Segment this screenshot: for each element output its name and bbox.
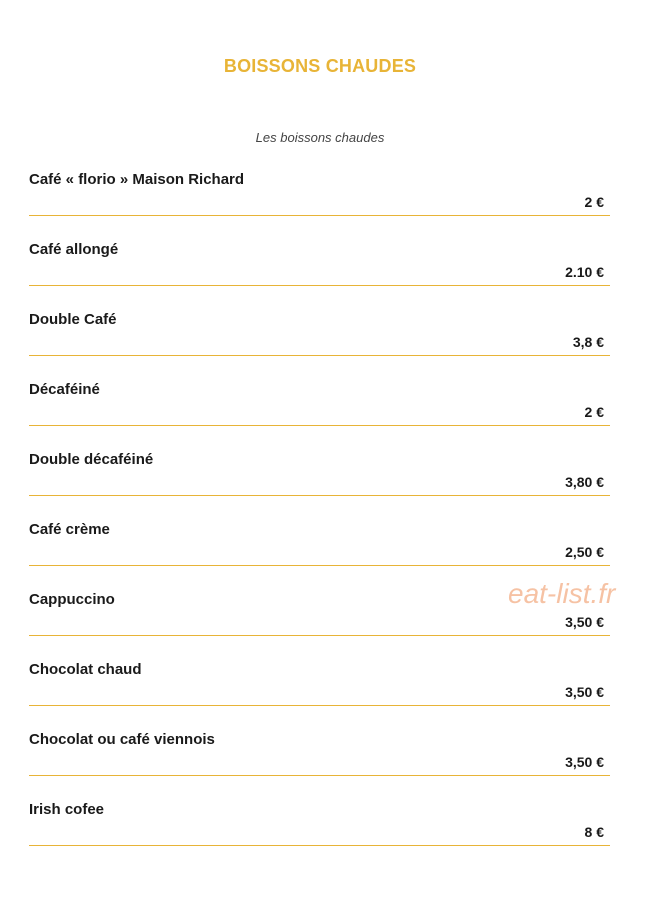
item-price: 2 €	[584, 194, 604, 210]
item-price: 2 €	[584, 404, 604, 420]
menu-item	[29, 168, 610, 238]
item-divider	[29, 565, 610, 566]
menu-item	[29, 308, 610, 378]
item-name: Cappuccino	[29, 591, 115, 608]
item-divider	[29, 495, 610, 496]
item-divider	[29, 215, 610, 216]
item-divider	[29, 425, 610, 426]
item-divider	[29, 355, 610, 356]
item-name: Double Café	[29, 311, 117, 328]
menu-list	[29, 168, 610, 868]
item-name: Chocolat ou café viennois	[29, 731, 215, 748]
menu-item	[29, 658, 610, 728]
item-price: 3,8 €	[572, 334, 604, 350]
item-price: 2.10 €	[565, 264, 604, 280]
item-price: 3,80 €	[565, 474, 604, 490]
item-price: 3,50 €	[565, 614, 604, 630]
item-name: Décaféiné	[29, 381, 100, 398]
item-divider	[29, 845, 610, 846]
menu-item	[29, 798, 610, 868]
item-name: Café « florio » Maison Richard	[29, 171, 245, 188]
menu-item	[29, 448, 610, 518]
item-divider	[29, 285, 610, 286]
item-name: Irish cofee	[29, 801, 105, 818]
item-divider	[29, 705, 610, 706]
item-price: 8 €	[584, 824, 604, 840]
page-title: BOISSONS CHAUDES	[223, 56, 417, 77]
item-name: Double décaféiné	[29, 451, 154, 468]
menu-item	[29, 238, 610, 308]
item-price: 2,50 €	[565, 544, 604, 560]
item-divider	[29, 775, 610, 776]
section-subtitle: Les boissons chaudes	[255, 130, 385, 145]
item-name: Café crème	[29, 521, 110, 538]
item-divider	[29, 635, 610, 636]
item-price: 3,50 €	[565, 754, 604, 770]
item-price: 3,50 €	[565, 684, 604, 700]
item-name: Café allongé	[29, 241, 119, 258]
watermark: eat-list.fr	[508, 578, 616, 609]
menu-item	[29, 378, 610, 448]
menu-item	[29, 728, 610, 798]
item-name: Chocolat chaud	[29, 661, 142, 678]
